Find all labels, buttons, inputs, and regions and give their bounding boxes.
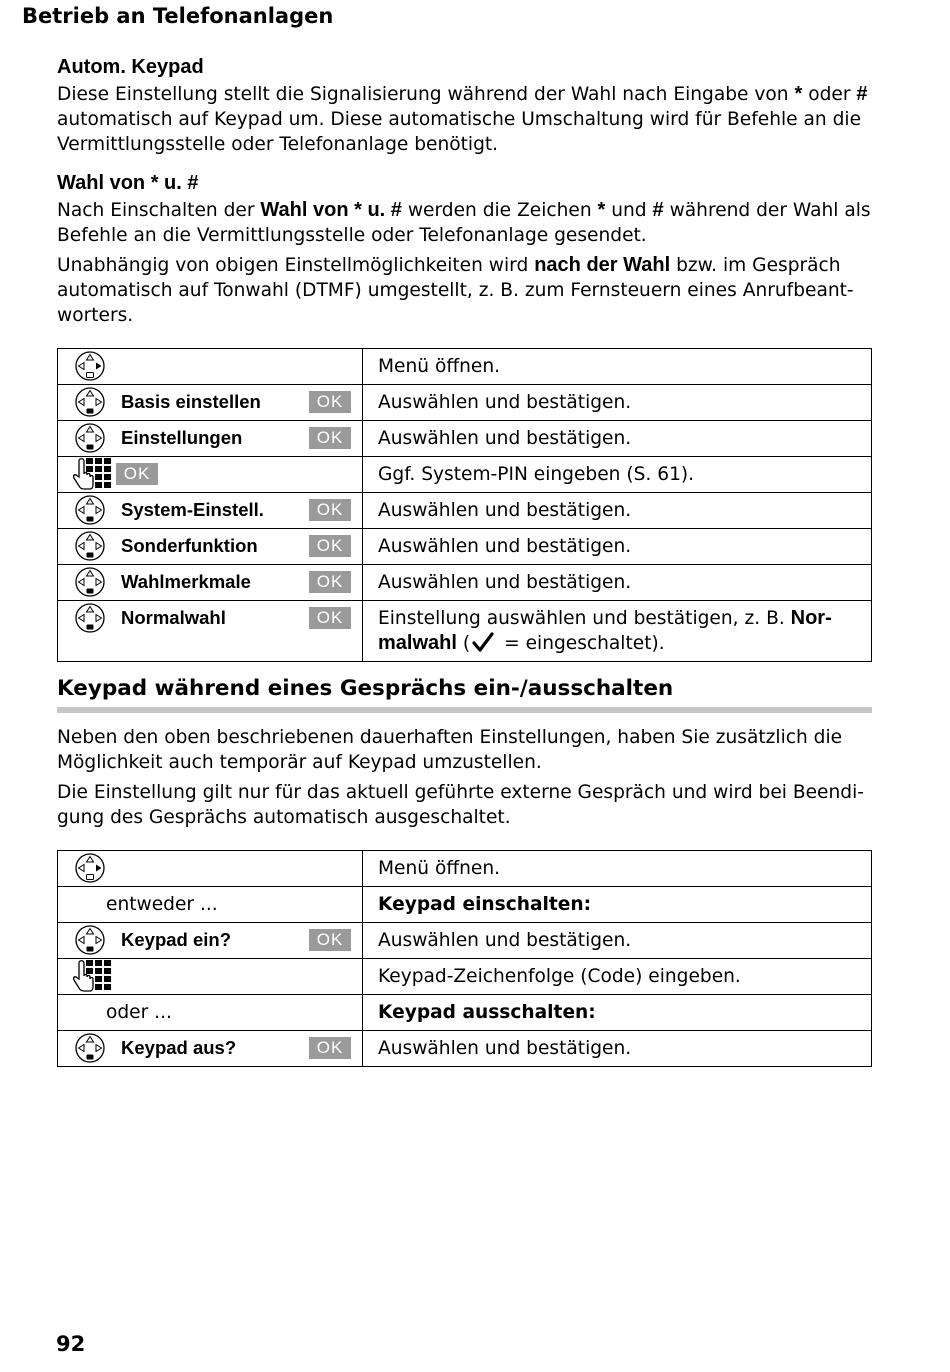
action-cell: Auswählen und bestätigen.	[363, 529, 872, 565]
subheading-autom-keypad: Autom. Keypad	[57, 56, 204, 78]
menu-label: Einstellungen	[121, 427, 243, 448]
table-row	[58, 959, 872, 995]
nav-key-down-icon	[74, 924, 106, 956]
menu-label: Sonderfunktion	[121, 535, 258, 556]
action-cell: Auswählen und bestätigen.	[363, 385, 872, 421]
checkmark-icon	[472, 632, 494, 652]
table-row	[58, 601, 872, 662]
action-cell: Auswählen und bestätigen.	[363, 1031, 872, 1067]
action-cell: Ggf. System-PIN eingeben (S. 61).	[363, 457, 872, 493]
action-cell: Menü öffnen.	[363, 851, 872, 887]
option-label: entweder ...	[106, 893, 218, 915]
paragraph: Unabhängig von obigen Einstellmöglichkeiten wird nach der Wahl bzw. im Gespräch automatisch auf Tonwahl (DTMF) umgestellt, z. B. zum Fernsteuern eines Anrufbeant-worters.	[57, 254, 854, 326]
option-label: oder ...	[106, 1001, 172, 1023]
steps-table-1	[57, 348, 872, 662]
nav-key-right-icon	[74, 852, 106, 884]
paragraph: Diese Einstellung stellt die Signalisierung während der Wahl nach Eingabe von * oder # automatisch auf Keypad um. Diese automatische Umschaltung wird für Befehle an die Vermittlungsstelle oder Telefonanlage benötigt.	[57, 83, 868, 155]
action-cell: Auswählen und bestätigen.	[363, 493, 872, 529]
action-cell: Keypad einschalten:	[363, 887, 872, 923]
section-rule	[57, 707, 872, 713]
table-row	[58, 851, 872, 887]
ok-key: OK	[309, 535, 351, 557]
nav-key-down-icon	[74, 1032, 106, 1064]
ok-key: OK	[309, 499, 351, 521]
paragraph: Die Einstellung gilt nur für das aktuell geführte externe Gespräch und wird bei Beendi-gung des Gesprächs automatisch ausgeschaltet.	[57, 782, 864, 828]
content	[57, 56, 872, 1067]
table-row	[58, 565, 872, 601]
table-row	[58, 887, 872, 923]
action-cell: Auswählen und bestätigen.	[363, 565, 872, 601]
paragraph: Neben den oben beschriebenen dauerhaften Einstellungen, haben Sie zusätzlich die Möglichkeit auch temporär auf Keypad umzustellen.	[57, 727, 843, 773]
menu-label: Wahlmerkmale	[121, 571, 251, 592]
table-row	[58, 457, 872, 493]
table-row	[58, 385, 872, 421]
page-header: Betrieb an Telefonanlagen	[22, 4, 334, 28]
nav-key-down-icon	[74, 422, 106, 454]
ok-key: OK	[309, 427, 351, 449]
nav-key-down-icon	[74, 530, 106, 562]
nav-key-down-icon	[74, 494, 106, 526]
keypad-icon	[72, 455, 112, 493]
action-cell: Keypad ausschalten:	[363, 995, 872, 1031]
page-number: 92	[56, 1332, 86, 1356]
menu-label: System-Einstell.	[121, 499, 264, 520]
table-row	[58, 995, 872, 1031]
keypad-icon	[72, 957, 112, 995]
ok-key: OK	[116, 463, 158, 485]
menu-label: Keypad aus?	[121, 1037, 237, 1058]
paragraph: Nach Einschalten der Wahl von * u. # werden die Zeichen * und # während der Wahl als Befehle an die Vermittlungsstelle oder Telefonanlage gesendet.	[57, 199, 871, 246]
ok-key: OK	[309, 391, 351, 413]
menu-label: Normalwahl	[121, 607, 226, 628]
table-row	[58, 923, 872, 959]
nav-key-right-icon	[74, 350, 106, 382]
action-cell: Menü öffnen.	[363, 349, 872, 385]
nav-key-down-icon	[74, 602, 106, 634]
ok-key: OK	[309, 607, 351, 629]
menu-label: Keypad ein?	[121, 929, 231, 950]
ok-key: OK	[309, 929, 351, 951]
action-cell: Auswählen und bestätigen.	[363, 421, 872, 457]
table-row	[58, 349, 872, 385]
nav-key-down-icon	[74, 386, 106, 418]
subheading-wahl-von: Wahl von * u. #	[57, 172, 199, 194]
nav-key-down-icon	[74, 566, 106, 598]
section-title: Keypad während eines Gesprächs ein-/ausschalten	[57, 676, 674, 701]
table-row	[58, 493, 872, 529]
ok-key: OK	[309, 571, 351, 593]
steps-table-2	[57, 850, 872, 1067]
action-cell: Auswählen und bestätigen.	[363, 923, 872, 959]
table-row	[58, 529, 872, 565]
action-cell: Einstellung auswählen und bestätigen, z. B. Nor-malwahl ( = eingeschaltet).	[363, 601, 872, 662]
ok-key: OK	[309, 1037, 351, 1059]
table-row	[58, 421, 872, 457]
menu-label: Basis einstellen	[121, 391, 261, 412]
action-cell: Keypad-Zeichenfolge (Code) eingeben.	[363, 959, 872, 995]
table-row	[58, 1031, 872, 1067]
